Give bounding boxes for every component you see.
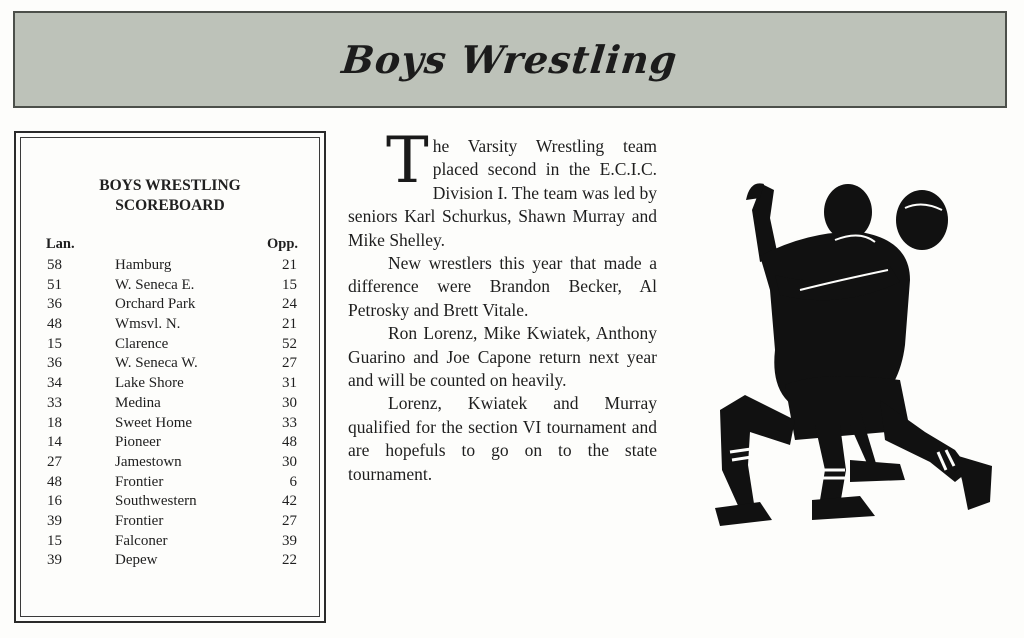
lan-score: 39 <box>47 552 62 569</box>
lan-score: 16 <box>47 493 62 510</box>
header-banner <box>13 11 1007 108</box>
scoreboard-title-line1: BOYS WRESTLING <box>99 177 241 194</box>
table-row <box>21 295 319 315</box>
opponent-name: Medina <box>115 394 161 411</box>
opp-score: 24 <box>282 296 297 313</box>
scoreboard-box <box>14 131 326 623</box>
lan-score: 18 <box>47 414 62 431</box>
article-paragraph-2: New wrestlers this year that made a difference were Brandon Becker, Al Petrosky and Brett Vitale. <box>348 253 657 320</box>
lan-score: 27 <box>47 453 62 470</box>
column-header-opp: Opp. <box>267 236 299 252</box>
lan-score: 36 <box>47 355 62 372</box>
lan-score: 58 <box>47 257 62 273</box>
scoreboard-title <box>21 176 319 216</box>
opp-score: 31 <box>282 375 297 392</box>
lan-score: 33 <box>47 394 62 411</box>
lan-score: 15 <box>47 532 62 549</box>
table-row <box>21 532 319 552</box>
table-row <box>21 394 319 414</box>
table-row <box>21 335 319 355</box>
opponent-name: W. Seneca E. <box>115 276 195 293</box>
lan-score: 15 <box>47 335 62 352</box>
opponent-name: Falconer <box>115 532 168 549</box>
table-row <box>21 354 319 374</box>
drop-cap: T <box>386 124 429 198</box>
lan-score: 48 <box>47 316 62 333</box>
article-paragraph-4: Lorenz, Kwiatek and Murray qualified for the section VI tournament and are hopefuls to go on to the state tournament. <box>348 393 657 484</box>
opponent-name: Southwestern <box>115 493 197 510</box>
opp-score: 33 <box>282 414 297 431</box>
opponent-name: Clarence <box>115 335 169 352</box>
column-header-lan: Lan. <box>46 236 75 252</box>
opp-score: 6 <box>289 473 297 490</box>
scoreboard-inner-frame <box>20 137 320 617</box>
opponent-name: Lake Shore <box>115 375 184 392</box>
article-paragraph-1 <box>348 124 657 252</box>
lan-score: 34 <box>47 375 62 392</box>
article-paragraph-1-text: he Varsity Wrestling team placed second in the E.C.I.C. Division I. The team was led by seniors Karl Schurkus, Shawn Murray and Mike Shelley. <box>348 136 657 250</box>
article <box>348 124 657 486</box>
opp-score: 52 <box>282 335 297 352</box>
lan-score: 39 <box>47 512 62 529</box>
lan-score: 51 <box>47 276 62 293</box>
table-row <box>21 453 319 473</box>
opp-score: 48 <box>282 434 297 451</box>
opponent-name: Depew <box>115 552 158 569</box>
opp-score: 21 <box>282 257 297 273</box>
table-row <box>21 473 319 493</box>
page-title: Boys Wrestling <box>339 37 681 82</box>
opponent-name: Wmsvl. N. <box>115 316 181 333</box>
opp-score: 15 <box>282 276 297 293</box>
table-row <box>21 551 319 571</box>
table-row <box>21 315 319 335</box>
lan-score: 48 <box>47 473 62 490</box>
scoreboard-header <box>21 236 319 256</box>
scoreboard-title-line2: SCOREBOARD <box>115 197 225 214</box>
table-row <box>21 512 319 532</box>
opp-score: 30 <box>282 453 297 470</box>
opponent-name: Orchard Park <box>115 296 196 313</box>
table-row <box>21 433 319 453</box>
opp-score: 27 <box>282 355 297 372</box>
opponent-name: Hamburg <box>115 257 172 273</box>
table-row <box>21 276 319 296</box>
opponent-name: Sweet Home <box>115 414 193 431</box>
table-row <box>21 492 319 512</box>
opp-score: 21 <box>282 316 297 333</box>
wrestlers-silhouette-icon <box>700 170 1000 540</box>
opponent-name: Jamestown <box>115 453 182 470</box>
table-row <box>21 374 319 394</box>
opponent-name: Frontier <box>115 512 164 529</box>
opponent-name: Pioneer <box>115 434 161 451</box>
opp-score: 27 <box>282 512 297 529</box>
opp-score: 22 <box>282 552 297 569</box>
opponent-name: W. Seneca W. <box>115 355 198 372</box>
opponent-name: Frontier <box>115 473 164 490</box>
table-row <box>21 256 319 276</box>
opp-score: 42 <box>282 493 297 510</box>
table-row <box>21 414 319 434</box>
opp-score: 30 <box>282 394 297 411</box>
lan-score: 14 <box>47 434 62 451</box>
scoreboard-rows <box>21 256 319 571</box>
lan-score: 36 <box>47 296 62 313</box>
article-paragraph-3: Ron Lorenz, Mike Kwiatek, Anthony Guarino and Joe Capone return next year and will be counted on heavily. <box>348 323 657 391</box>
opp-score: 39 <box>282 532 297 549</box>
